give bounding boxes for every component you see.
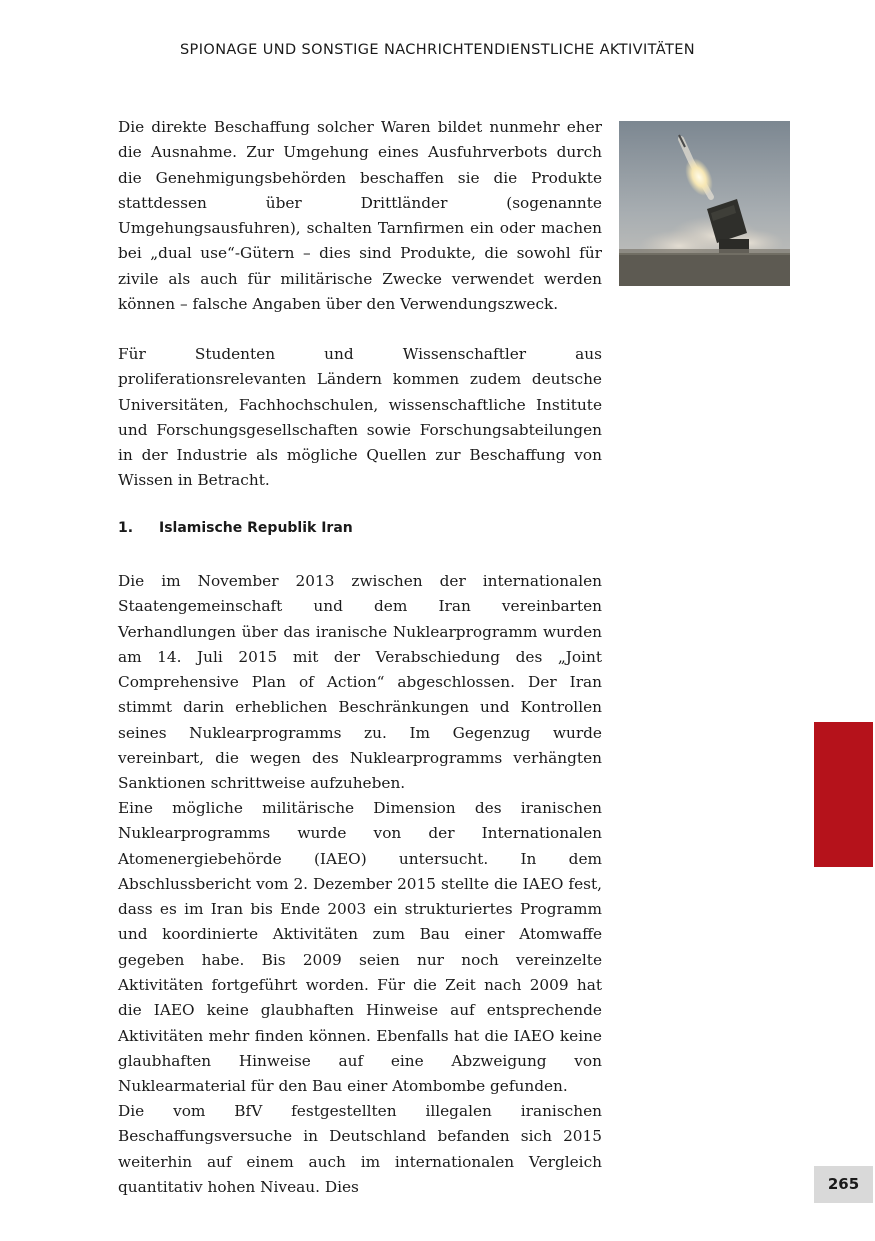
paragraph-iaeo-report: Eine mögliche militärische Dimension des iranischen Nuklearprogramms wurde von der Internationalen Atomenergiebehörde (IAEO) untersucht. In dem Abschlussbericht vom 2. Dezember 2015 stellte die IAEO fest, dass es im Iran bis Ende 2003 ein strukturiertes Programm und koordinierte Aktivitäten zum Bau einer Atomwaffe gegeben habe. Bis 2009 seien nur noch vereinzelte Aktivitäten fortgeführt worden. Für die Zeit nach 2009 hat die IAEO keine glaubhaften Hinweise auf entsprechende Aktivitäten mehr finden können. Ebenfalls hat die IAEO keine glaubhaften Hinweise auf eine Abzweigung von Nuklearmaterial für den Bau einer Atombombe gefunden.	[118, 799, 602, 1096]
missile-launch-photo	[619, 121, 790, 286]
paragraph-academic-sources: Für Studenten und Wissenschaftler aus proliferationsrelevanten Ländern kommen zudem deutsche Universitäten, Fachhochschulen, wissenschaftliche Institute und Forschungsgesellschaften sowie Forschungsabteilungen in der Industrie als mögliche Quellen zur Beschaffung von Wissen in Betracht.	[118, 345, 602, 490]
chapter-marker-tab	[814, 722, 873, 867]
paragraph-procurement-attempts: Die vom BfV festgestellten illegalen iranischen Beschaffungsversuche in Deutschland befanden sich 2015 weiterhin auf einem auch im internationalen Vergleich quantitativ hohen Niveau. Dies	[118, 1102, 602, 1196]
paragraph-jcpoa: Die im November 2013 zwischen der internationalen Staatengemeinschaft und dem Iran vereinbarten Verhandlungen über das iranische Nuklearprogramm wurden am 14. Juli 2015 mit der Verabschiedung des „Joint Comprehensive Plan of Action“ abgeschlossen. Der Iran stimmt darin erheblichen Beschränkungen und Kontrollen seines Nuklearprogramms zu. Im Gegenzug wurde vereinbart, die wegen des Nuklearprogramms verhängten Sanktionen schrittweise aufzuheben.	[118, 572, 602, 793]
running-header: SPIONAGE UND SONSTIGE NACHRICHTENDIENSTLICHE AKTIVITÄTEN	[179, 42, 696, 58]
page-number: 265	[814, 1166, 873, 1203]
paragraph-procurement-methods: Die direkte Beschaffung solcher Waren bildet nunmehr eher die Ausnahme. Zur Umgehung eines Ausfuhrverbots durch die Genehmigungsbehörden beschaffen sie die Produkte stattdessen über Drittländer (sogenannte Umgehungsausfuhren), schalten Tarnfirmen ein oder machen bei „dual use“-Gütern – dies sind Produkte, die sowohl für zivile als auch für militärische Zwecke verwendet werden können – falsche Angaben über den Verwendungszweck.	[118, 118, 602, 314]
section-title: Islamische Republik Iran	[159, 520, 353, 536]
section-number: 1.	[118, 520, 134, 536]
section-heading-iran	[118, 520, 353, 536]
